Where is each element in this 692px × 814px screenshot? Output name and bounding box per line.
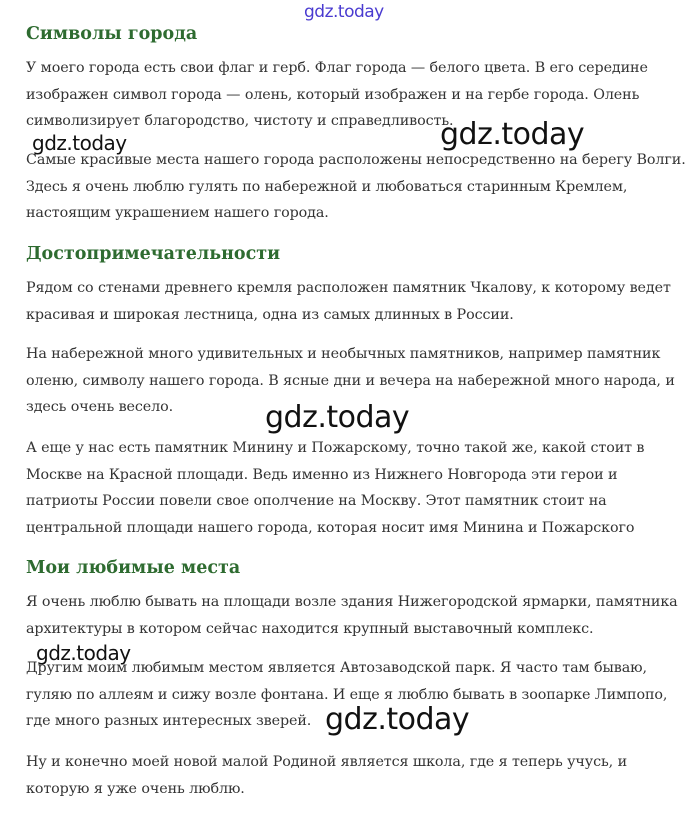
paragraph: На набережной много удивительных и необычных памятников, например памятник оленю, символу нашего города. В ясные дни и вечера на набережной много народа, и здесь очень весело. [26, 346, 675, 415]
paragraph: Самые красивые места нашего города расположены непосредственно на берегу Волги. Здесь я очень люблю гулять по набережной и любоваться старинным Кремлем, настоящим украшением нашего города. [26, 152, 686, 221]
section-heading-favorite-places: Мои любимые места [26, 558, 241, 578]
paragraph: А еще у нас есть памятник Минину и Пожарскому, точно такой же, какой стоит в Москве на Красной площади. Ведь именно из Нижнего Новгорода эти герои и патриоты России повели свое ополчение на Москву. Этот памятник стоит на центральной площади нашего города, которая носит имя Минина и Пожарского [26, 440, 645, 536]
paragraph: Ну и конечно моей новой малой Родиной является школа, где я теперь учусь, и которую я уже очень люблю. [26, 754, 627, 797]
paragraph: У моего города есть свои флаг и герб. Флаг города — белого цвета. В его середине изображен символ города — олень, который изображен и на гербе города. Олень символизирует благородство, чистоту и справедливость. [26, 60, 648, 129]
paragraph: Рядом со стенами древнего кремля расположен памятник Чкалову, к которому ведет красивая и широкая лестница, одна из самых длинных в России. [26, 280, 671, 323]
watermark: gdz.today [36, 641, 131, 665]
section-heading-symbols: Символы города [26, 24, 198, 44]
watermark: gdz.today [325, 702, 470, 737]
paragraph: Я очень люблю бывать на площади возле здания Нижегородской ярмарки, памятника архитектуры в котором сейчас находится крупный выставочный комплекс. [26, 594, 678, 637]
watermark: gdz.today [265, 400, 410, 435]
watermark: gdz.today [304, 2, 384, 22]
watermark: gdz.today [440, 117, 585, 152]
watermark: gdz.today [32, 131, 127, 155]
section-heading-sights: Достопримечательности [26, 244, 281, 264]
paragraph: Другим моим любимым местом является Автозаводской парк. Я часто там бываю, гуляю по аллеям и сижу возле фонтана. И еще я люблю бывать в зоопарке Лимпопо, где много разных интересных зверей. [26, 660, 668, 729]
